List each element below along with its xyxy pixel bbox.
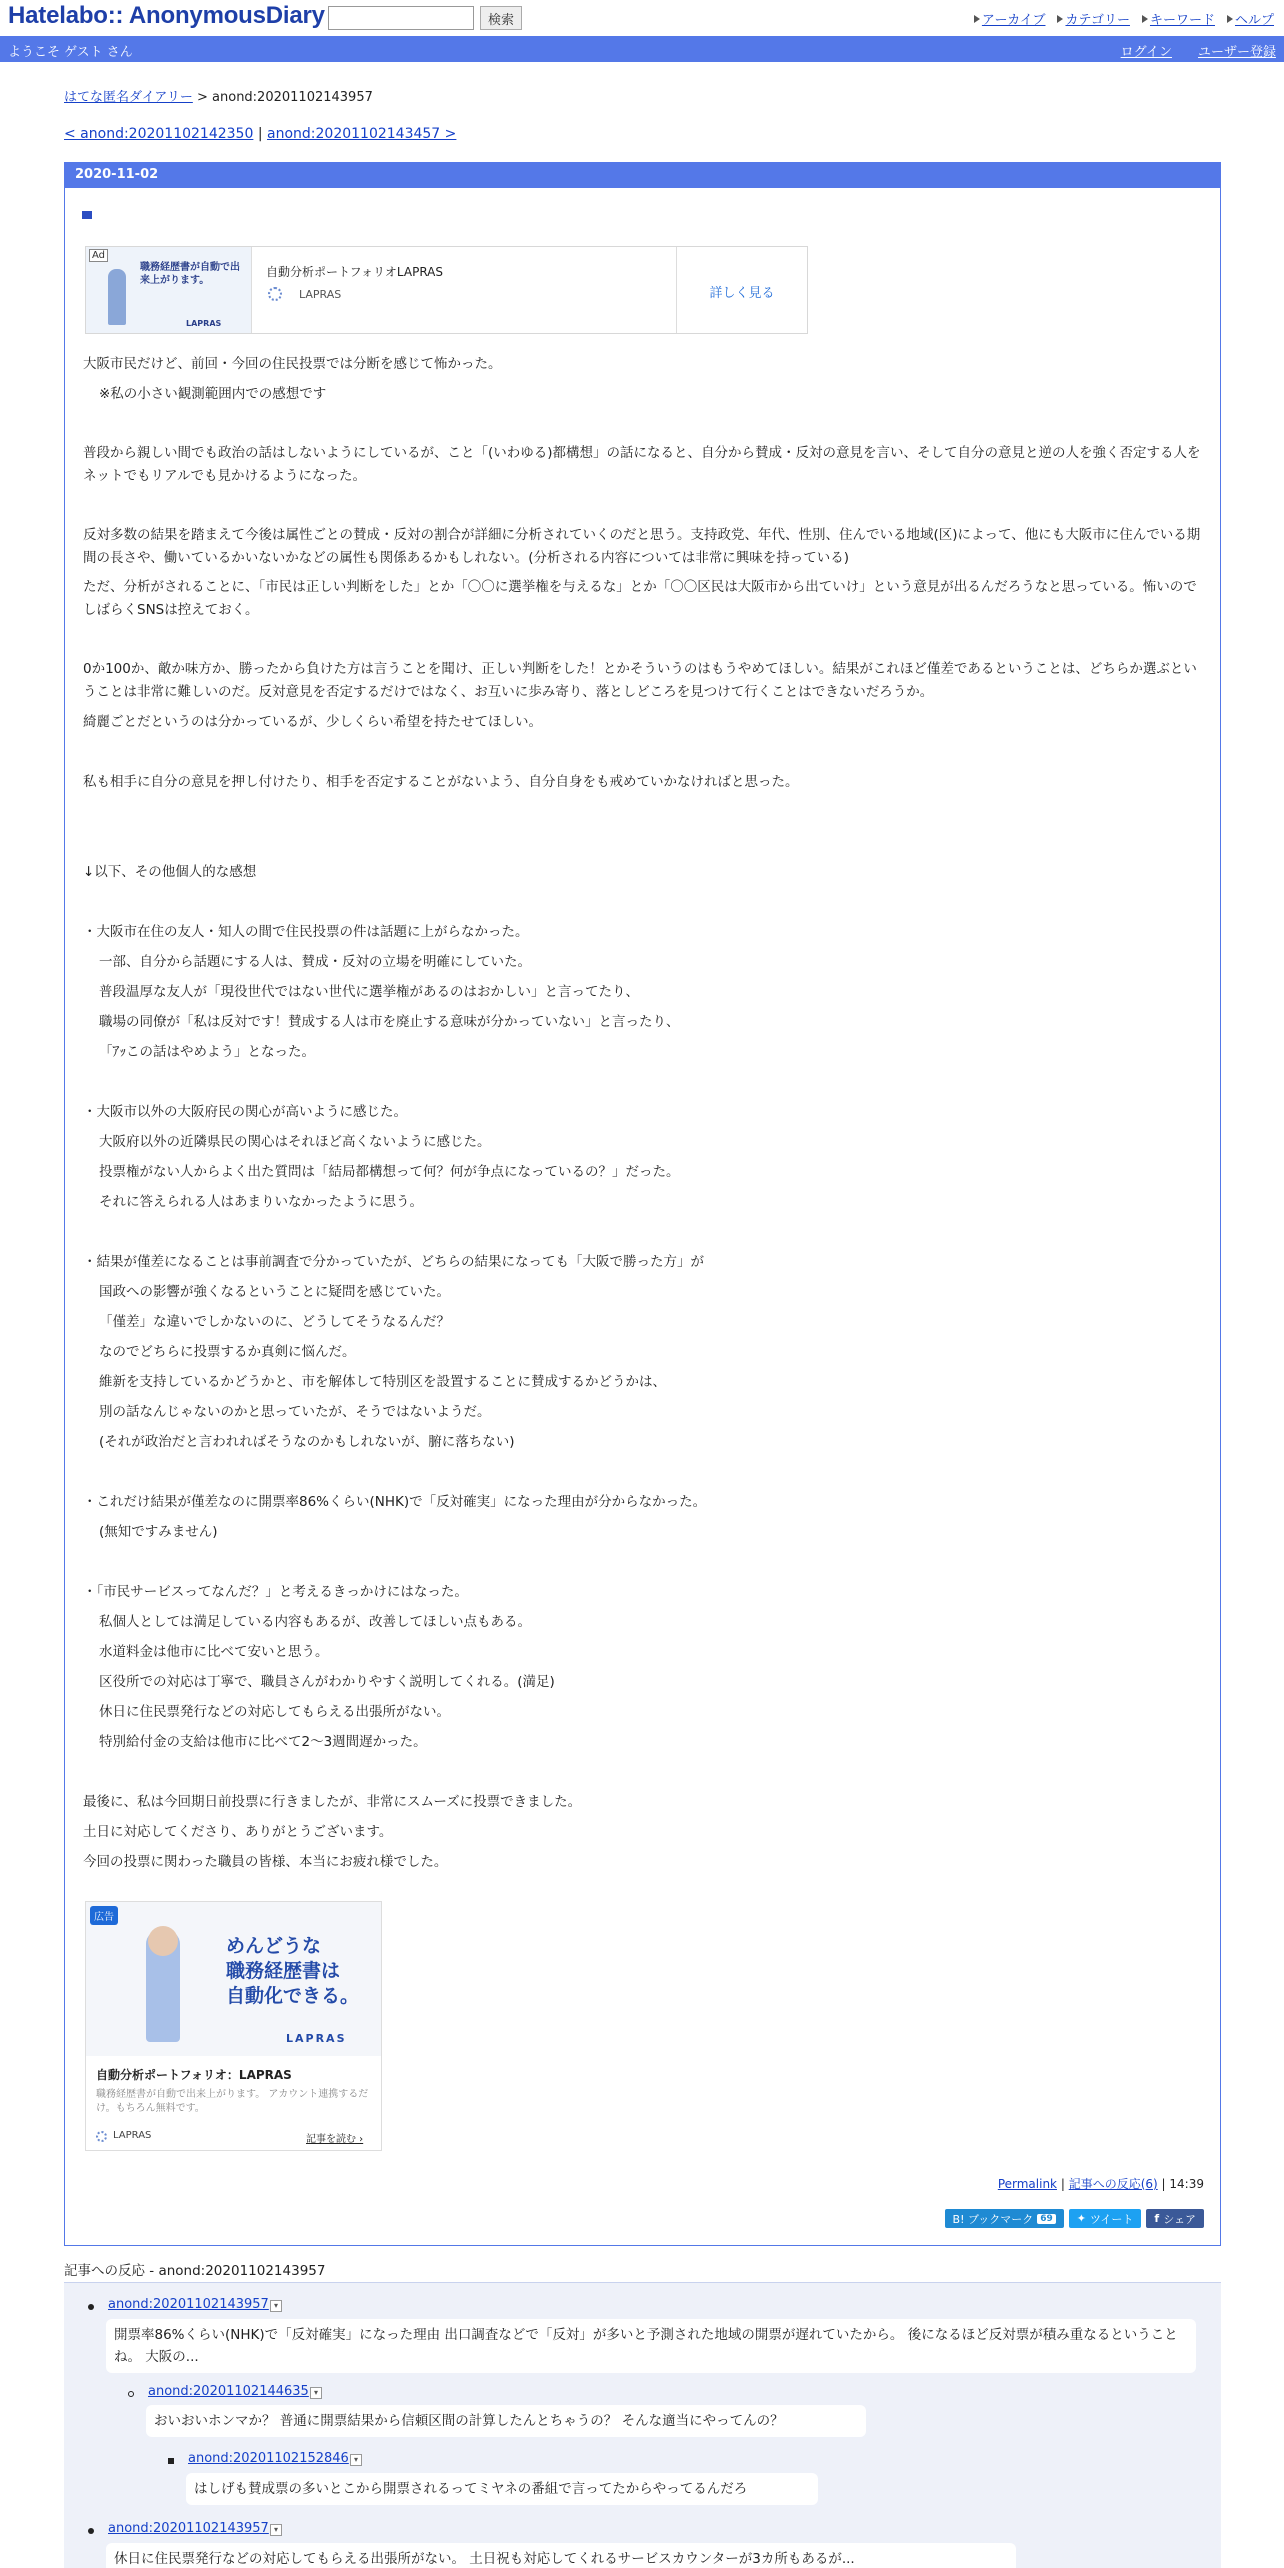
reaction-link[interactable]: anond:20201102143957 (108, 2521, 269, 2536)
user-bar (0, 36, 1284, 62)
reaction-excerpt: おいおいホンマか？ 普通に開票結果から信頼区間の計算したんとちゃうの？ そんな適当にやってんの？ (146, 2405, 866, 2437)
entry-paragraph: 0か100か、敵か味方か、勝ったから負けた方は言うことを聞け、正しい判断をした！とかそういうのはもうやめてほしい。結果がこれほど僅差であるということは、どちらか選ぶということは非常に難しいのだ。反対意見を否定するだけではなく、お互いに歩み寄り、落としどころを見つけて行くことはできないだろうか。 (83, 661, 1197, 700)
entry-paragraph: 大阪市民だけど、前回・今回の住民投票では分断を感じて怖かった。 (83, 356, 502, 372)
entry-paragraph: 土日に対応してくださり、ありがとうございます。 (83, 1824, 393, 1840)
pager-sep: | (257, 126, 263, 142)
entry-paragraph: 今回の投票に関わった職員の皆様、本当にお疲れ様でした。 (83, 1854, 448, 1870)
tweet-button[interactable]: ✦ ツイート (1069, 2209, 1142, 2228)
site-logo[interactable]: Hatelabo:: AnonymousDiary (8, 2, 325, 29)
entry-paragraph: 普段から親しい間でも政治の話はしないようにしているが、こと「(いわゆる)都構想」の話になると、自分から賛成・反対の意見を言い、そして自分の意見と逆の人を強く否定する人をネットでもリアルでも見かけるようになった。 (83, 445, 1201, 484)
entry-paragraph: ・大阪市在住の友人・知人の間で住民投票の件は話題に上がらなかった。 (83, 924, 529, 940)
reactions-list (64, 2282, 1221, 2568)
entry-paragraph: ・大阪市以外の大阪府民の関心が高いように感じた。 (83, 1104, 407, 1120)
brand-logo-icon (268, 287, 282, 301)
entry-paragraph: 綺麗ごとだというのは分かっているが、少しくらい希望を持たせてほしい。 (83, 714, 542, 730)
blank-line (83, 887, 1203, 917)
ad-title[interactable]: 自動分析ポートフォリオLAPRAS (266, 265, 444, 279)
entry-paragraph: ※私の小さい観測範囲内での感想です (99, 386, 327, 402)
top-nav (974, 9, 1274, 28)
entry-pager (64, 126, 456, 142)
entry-paragraph: 休日に住民票発行などの対応してもらえる出張所がない。 (99, 1704, 450, 1720)
entry-paragraph: 普段温厚な友人が「現役世代ではない世代に選挙権があるのはおかしい」と言ってたり、 (99, 984, 639, 1000)
site-header (0, 0, 1284, 36)
entry-body (83, 349, 1203, 1877)
blank-line (83, 1457, 1203, 1487)
blank-line (83, 1067, 1203, 1097)
entry-paragraph: 投票権がない人からよく出た質問は「結局都構想って何？何が争点になっているの？」だった。 (99, 1164, 680, 1180)
entry-paragraph: 反対多数の結果を踏まえて今後は属性ごとの賛成・反対の割合が詳細に分析されていくのだと思う。支持政党、年代、性別、住んでいる地域(区)によって、他にも大阪市に住んでいる期間の長さや、働いているかいないかなどの属性も関係あるかもしれない。(分析される内容については非常に興味を持っている) (83, 527, 1201, 566)
breadcrumb-sep: > (196, 90, 208, 105)
arrow-icon (1142, 15, 1148, 23)
welcome-text: ようこそ ゲスト さん (8, 45, 133, 60)
blank-line (83, 409, 1203, 439)
ad-banner[interactable] (85, 246, 808, 334)
brand-logo-icon (96, 2131, 107, 2142)
entry-paragraph: 私も相手に自分の意見を押し付けたり、相手を否定することがないよう、自分自身をも戒めていかなければと思った。 (83, 774, 799, 790)
list-bullet (168, 2458, 174, 2464)
ad-brand: LAPRAS (113, 2130, 152, 2141)
reactions-title: 記事への反応 - anond:20201102143957 (64, 2263, 326, 2279)
blank-line (83, 797, 1203, 827)
bookmark-count: 69 (1037, 2214, 1056, 2224)
list-bullet (88, 2304, 94, 2310)
login-link[interactable]: ログイン (1120, 45, 1172, 60)
twitter-bird-icon: ✦ (1076, 2212, 1086, 2225)
dropdown-icon[interactable]: ▾ (270, 2300, 282, 2312)
dropdown-icon[interactable]: ▾ (310, 2387, 322, 2399)
share-buttons (945, 2209, 1204, 2228)
ad-image-logo: LAPRAS (186, 319, 222, 328)
entry-paragraph: 大阪府以外の近隣県民の関心はそれほど高くないように感じた。 (99, 1134, 491, 1150)
entry-paragraph: 「ｱｯこの話はやめよう」となった。 (99, 1044, 315, 1060)
arrow-icon (1057, 15, 1063, 23)
breadcrumb-home[interactable]: はてな匿名ダイアリー (64, 90, 193, 105)
search-input[interactable] (328, 6, 474, 30)
blank-line (83, 1757, 1203, 1787)
person-illustration (108, 269, 126, 325)
ad-brand: LAPRAS (299, 288, 342, 301)
reactions-link[interactable]: 記事への反応(6) (1068, 2177, 1158, 2191)
entry-paragraph: 維新を支持しているかどうかと、市を解体して特別区を設置することに賛成するかどうかは、 (99, 1374, 666, 1390)
hatena-bookmark-button[interactable]: B! ブックマーク 69 (945, 2209, 1064, 2228)
breadcrumb-current: anond:20201102143957 (212, 90, 373, 105)
arrow-icon (1227, 15, 1233, 23)
ad-read-more-link[interactable]: 記事を読む › (306, 2134, 364, 2145)
nav-keyword[interactable]: キーワード (1142, 9, 1215, 28)
blank-line (83, 625, 1203, 655)
entry-paragraph: 一部、自分から話題にする人は、賛成・反対の立場を明確にしていた。 (99, 954, 531, 970)
entry-paragraph: ただ、分析がされることに、「市民は正しい判断をした」とか「〇〇に選挙権を与えるな」とか「〇〇区民は大阪市から出ていけ」という意見が出るんだろうなと思っている。怖いのでしばらくSNSは控えておく。 (83, 579, 1197, 618)
search-button[interactable]: 検索 (480, 6, 522, 30)
entry-paragraph: 「僅差」な違いでしかないのに、どうしてそうなるんだ？ (99, 1314, 450, 1330)
blank-line (83, 737, 1203, 767)
entry-paragraph: (無知ですみません) (99, 1524, 218, 1540)
entry-paragraph: (それが政治だと言われればそうなのかもしれないが、腑に落ちない) (99, 1434, 515, 1450)
reaction-link[interactable]: anond:20201102144635 (148, 2384, 309, 2399)
nav-category[interactable]: カテゴリー (1057, 9, 1129, 28)
list-bullet (128, 2391, 134, 2397)
entry-paragraph: それに答えられる人はあまりいなかったように思う。 (99, 1194, 423, 1210)
nav-archive[interactable]: アーカイブ (974, 9, 1046, 28)
reaction-excerpt: はしげも賛成票の多いとこから開票されるってミヤネの番組で言ってたからやってるんだろ (186, 2473, 818, 2505)
prev-entry-link[interactable]: < anond:20201102142350 (64, 126, 254, 142)
reaction-excerpt: 休日に住民票発行などの対応してもらえる出張所がない。 土日祝も対応してくれるサービスカウンターが3カ所もあるが... (106, 2543, 1016, 2568)
facebook-share-button[interactable]: f シェア (1146, 2209, 1204, 2228)
reaction-link[interactable]: anond:20201102152846 (188, 2451, 349, 2466)
breadcrumb (64, 86, 373, 105)
blank-line (83, 1547, 1203, 1577)
entry-paragraph: ・結果が僅差になることは事前調査で分かっていたが、どちらの結果になっても「大阪で勝った方」が (83, 1254, 704, 1270)
list-bullet (88, 2528, 94, 2534)
next-entry-link[interactable]: anond:20201102143457 > (267, 126, 457, 142)
diary-entry (64, 162, 1221, 2246)
ad-image-text: 職務経歴書が自動で出来上がります。 (140, 262, 240, 286)
entry-paragraph: 私個人としては満足している内容もあるが、改善してほしい点もある。 (99, 1614, 531, 1630)
entry-paragraph: ・「市民サービスってなんだ？」と考えるきっかけにはなった。 (83, 1584, 468, 1600)
entry-paragraph: 特別給付金の支給は他市に比べて2～3週間遅かった。 (99, 1734, 427, 1750)
entry-paragraph: ↓以下、その他個人的な感想 (83, 864, 257, 880)
ad-description: 職務経歴書が自動で出来上がります。 アカウント連携するだけ。もちろん無料です。 (96, 2089, 369, 2114)
entry-date: 2020-11-02 (65, 163, 1220, 188)
facebook-icon: f (1154, 2212, 1160, 2225)
ad-card[interactable] (85, 1901, 382, 2151)
entry-paragraph: 別の話なんじゃないのかと思っていたが、そうではないようだ。 (99, 1404, 491, 1420)
reaction-excerpt: 開票率86%くらい(NHK)で「反対確実」になった理由 出口調査などで「反対」が多いと予測された地域の開票が遅れていたから。 後になるほど反対票が積み重なるということね。 大阪の... (106, 2319, 1196, 2373)
arrow-icon (974, 15, 980, 23)
section-anchor-icon[interactable] (82, 211, 92, 219)
register-link[interactable]: ユーザー登録 (1197, 45, 1276, 60)
ad-badge: 広告 (90, 1906, 118, 1925)
entry-paragraph: なのでどちらに投票するか真剣に悩んだ。 (99, 1344, 356, 1360)
entry-paragraph: 国政への影響が強くなるということに疑問を感じていた。 (99, 1284, 450, 1300)
person-head-illustration (148, 1926, 178, 1956)
ad-image-logo: LAPRAS (286, 2032, 347, 2045)
entry-paragraph: 区役所での対応は丁寧で、職員さんがわかりやすく説明してくれる。(満足) (99, 1674, 555, 1690)
reaction-link[interactable]: anond:20201102143957 (108, 2297, 269, 2312)
ad-image[interactable] (86, 247, 252, 333)
nav-help[interactable]: ヘルプ (1227, 9, 1274, 28)
permalink[interactable]: Permalink (997, 2177, 1057, 2191)
entry-paragraph: 最後に、私は今回期日前投票に行きましたが、非常にスムーズに投票できました。 (83, 1794, 582, 1810)
ad-image-text: めんどうな 職務経歴書は 自動化できる。 (226, 1935, 360, 2007)
blank-line (83, 1217, 1203, 1247)
ad-cta-button[interactable]: 詳しく見る (709, 286, 775, 301)
entry-time: 14:39 (1169, 2177, 1204, 2191)
dropdown-icon[interactable]: ▾ (350, 2454, 362, 2466)
entry-paragraph: ・これだけ結果が僅差なのに開票率86%くらい(NHK)で「反対確実」になった理由が分からなかった。 (83, 1494, 707, 1510)
ad-badge: Ad (89, 249, 108, 262)
entry-footer: Permalink | 記事への反応(6) | 14:39 (997, 2177, 1204, 2191)
ad-image[interactable] (86, 1902, 381, 2056)
ad-title[interactable]: 自動分析ポートフォリオ：LAPRAS (96, 2068, 292, 2082)
dropdown-icon[interactable]: ▾ (270, 2524, 282, 2536)
entry-paragraph: 水道料金は他市に比べて安いと思う。 (99, 1644, 329, 1660)
blank-line (83, 827, 1203, 857)
entry-paragraph: 職場の同僚が「私は反対です！賛成する人は市を廃止する意味が分かっていない」と言ったり、 (99, 1014, 680, 1030)
blank-line (83, 491, 1203, 521)
